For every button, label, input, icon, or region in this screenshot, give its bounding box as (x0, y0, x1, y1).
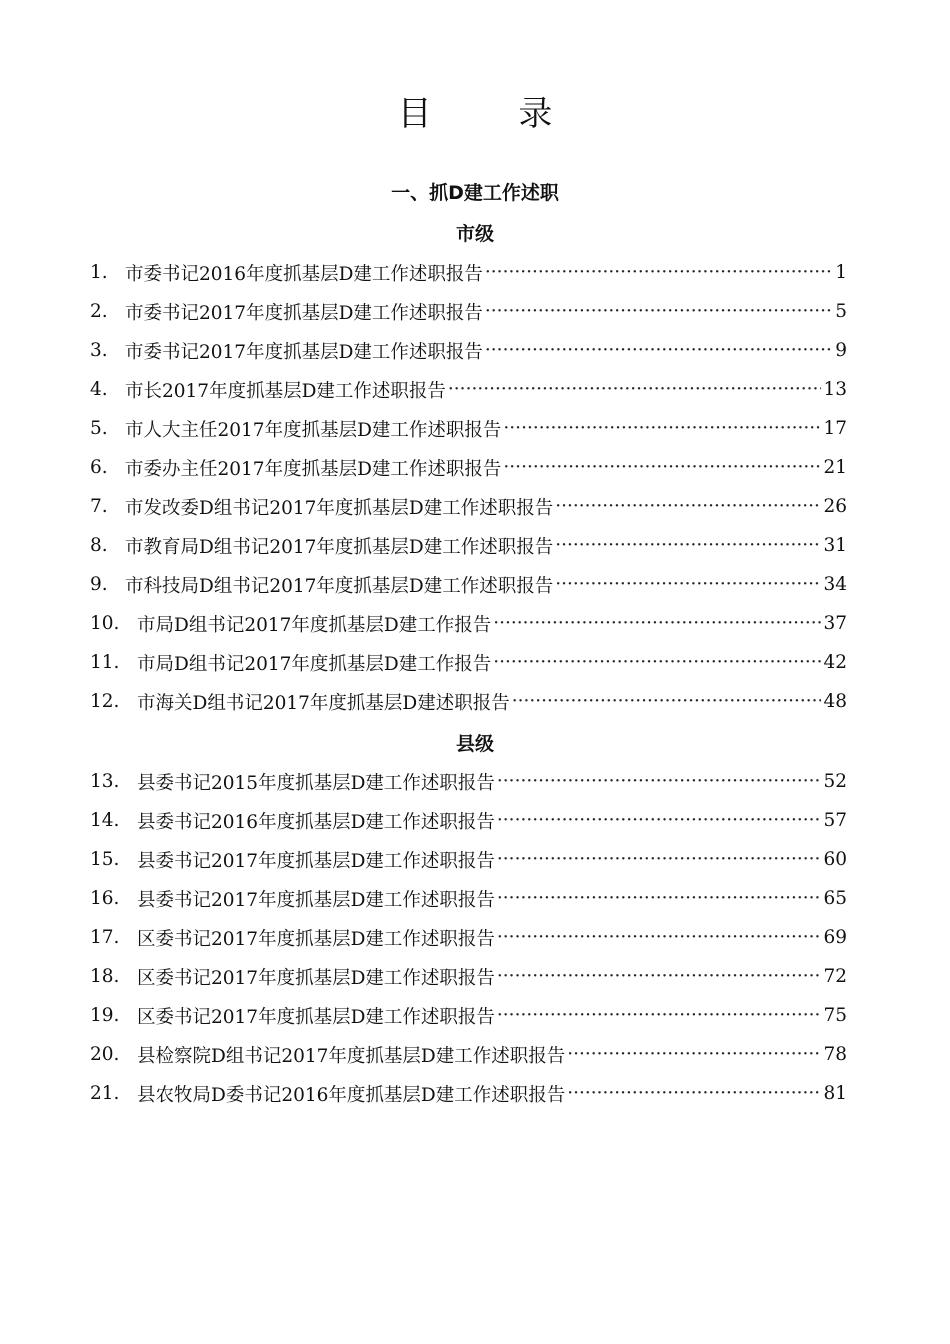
dot-leader (448, 381, 822, 400)
dot-leader (497, 1007, 822, 1026)
dot-leader (485, 342, 833, 361)
dot-leader (485, 303, 833, 322)
toc-entry-page: 26 (823, 496, 847, 517)
toc-entry-title: 区委书记2017年度抓基层D建工作述职报告 (137, 967, 495, 989)
toc-entry[interactable] (90, 1035, 847, 1074)
toc-entry-page: 21 (823, 457, 847, 478)
toc-entry-page: 42 (823, 652, 847, 673)
toc-entry-number: 1. (90, 262, 108, 283)
dot-leader (497, 968, 822, 987)
toc-entry-number: 2. (90, 301, 108, 322)
city-toc-list (90, 253, 847, 721)
toc-entry[interactable] (90, 331, 847, 370)
toc-entry[interactable] (90, 682, 847, 721)
toc-entry-number: 8. (90, 535, 108, 556)
toc-entry-number: 7. (90, 496, 108, 517)
dot-leader (497, 773, 822, 792)
toc-entry-title: 区委书记2017年度抓基层D建工作述职报告 (137, 1006, 495, 1028)
city-section-heading: 市级 (455, 223, 494, 245)
toc-entry-number: 15. (90, 849, 120, 870)
dot-leader (555, 498, 821, 517)
dot-leader (497, 851, 822, 870)
toc-entry-title: 市委办主任2017年度抓基层D建工作述职报告 (125, 458, 502, 480)
toc-entry-title: 市委书记2016年度抓基层D建工作述职报告 (125, 263, 483, 285)
toc-entry-title: 县委书记2017年度抓基层D建工作述职报告 (137, 850, 495, 872)
toc-entry-page: 5 (835, 301, 847, 322)
dot-leader (555, 537, 821, 556)
county-toc-list (90, 762, 847, 1113)
toc-entry-number: 14. (90, 810, 120, 831)
dot-leader (555, 576, 821, 595)
toc-entry-number: 17. (90, 927, 120, 948)
toc-entry[interactable] (90, 996, 847, 1035)
toc-entry-number: 13. (90, 771, 120, 792)
dot-leader (493, 654, 821, 673)
toc-entry-title: 县检察院D组书记2017年度抓基层D建工作述职报告 (137, 1045, 566, 1067)
toc-entry-page: 52 (823, 771, 847, 792)
dot-leader (567, 1046, 821, 1065)
toc-entry[interactable] (90, 801, 847, 840)
toc-entry[interactable] (90, 1074, 847, 1113)
toc-entry[interactable] (90, 253, 847, 292)
toc-entry-page: 17 (823, 418, 847, 439)
toc-entry-page: 65 (823, 888, 847, 909)
toc-entry-number: 4. (90, 379, 108, 400)
toc-entry[interactable] (90, 370, 847, 409)
toc-entry-number: 18. (90, 966, 120, 987)
toc-entry-page: 78 (823, 1044, 847, 1065)
toc-entry[interactable] (90, 879, 847, 918)
toc-entry-page: 48 (823, 691, 847, 712)
toc-entry[interactable] (90, 957, 847, 996)
toc-entry-page: 9 (835, 340, 847, 361)
toc-entry-title: 市长2017年度抓基层D建工作述职报告 (125, 380, 446, 402)
toc-entry-number: 6. (90, 457, 108, 478)
toc-entry-title: 市委书记2017年度抓基层D建工作述职报告 (125, 341, 483, 363)
toc-entry-title: 县农牧局D委书记2016年度抓基层D建工作述职报告 (137, 1084, 566, 1106)
toc-entry-number: 12. (90, 691, 120, 712)
toc-entry-page: 57 (823, 810, 847, 831)
county-section-heading: 县级 (455, 733, 494, 755)
toc-entry-page: 75 (823, 1005, 847, 1026)
toc-entry-page: 31 (823, 535, 847, 556)
toc-entry-page: 34 (823, 574, 847, 595)
toc-entry-number: 11. (90, 652, 120, 673)
toc-entry-number: 10. (90, 613, 120, 634)
toc-entry-page: 81 (823, 1083, 847, 1104)
toc-entry-title: 县委书记2015年度抓基层D建工作述职报告 (137, 772, 495, 794)
toc-entry[interactable] (90, 918, 847, 957)
dot-leader (567, 1085, 821, 1104)
toc-entry-title: 市科技局D组书记2017年度抓基层D建工作述职报告 (125, 575, 554, 597)
toc-entry-number: 20. (90, 1044, 120, 1065)
toc-entry-title: 县委书记2017年度抓基层D建工作述职报告 (137, 889, 495, 911)
toc-entry[interactable] (90, 840, 847, 879)
toc-entry[interactable] (90, 565, 847, 604)
toc-entry[interactable] (90, 487, 847, 526)
dot-leader (485, 264, 833, 283)
toc-entry[interactable] (90, 292, 847, 331)
toc-entry[interactable] (90, 448, 847, 487)
dot-leader (512, 693, 822, 712)
toc-entry-number: 16. (90, 888, 120, 909)
toc-entry-title: 市局D组书记2017年度抓基层D建工作报告 (137, 653, 492, 675)
toc-entry[interactable] (90, 604, 847, 643)
toc-entry-page: 13 (823, 379, 847, 400)
toc-entry-number: 9. (90, 574, 108, 595)
toc-entry-number: 5. (90, 418, 108, 439)
toc-entry-title: 市人大主任2017年度抓基层D建工作述职报告 (125, 419, 502, 441)
toc-entry-title: 区委书记2017年度抓基层D建工作述职报告 (137, 928, 495, 950)
toc-entry[interactable] (90, 409, 847, 448)
dot-leader (503, 420, 821, 439)
dot-leader (497, 929, 822, 948)
toc-entry-title: 县委书记2016年度抓基层D建工作述职报告 (137, 811, 495, 833)
dot-leader (493, 615, 821, 634)
toc-entry-page: 1 (835, 262, 847, 283)
toc-entry-page: 37 (823, 613, 847, 634)
toc-entry-page: 60 (823, 849, 847, 870)
toc-entry[interactable] (90, 643, 847, 682)
toc-entry[interactable] (90, 762, 847, 801)
toc-entry-number: 19. (90, 1005, 120, 1026)
toc-entry-number: 3. (90, 340, 108, 361)
toc-entry-title: 市委书记2017年度抓基层D建工作述职报告 (125, 302, 483, 324)
toc-entry-page: 69 (823, 927, 847, 948)
toc-entry-title: 市局D组书记2017年度抓基层D建工作报告 (137, 614, 492, 636)
dot-leader (503, 459, 821, 478)
toc-entry-title: 市海关D组书记2017年度抓基层D建述职报告 (137, 692, 510, 714)
dot-leader (497, 812, 822, 831)
toc-entry-page: 72 (823, 966, 847, 987)
toc-entry-title: 市发改委D组书记2017年度抓基层D建工作述职报告 (125, 497, 554, 519)
toc-entry-title: 市教育局D组书记2017年度抓基层D建工作述职报告 (125, 536, 554, 558)
page-title: 目 录 (397, 94, 591, 134)
toc-entry-number: 21. (90, 1083, 120, 1104)
dot-leader (497, 890, 822, 909)
part-heading: 一、抓D建工作述职 (391, 182, 559, 204)
toc-entry[interactable] (90, 526, 847, 565)
